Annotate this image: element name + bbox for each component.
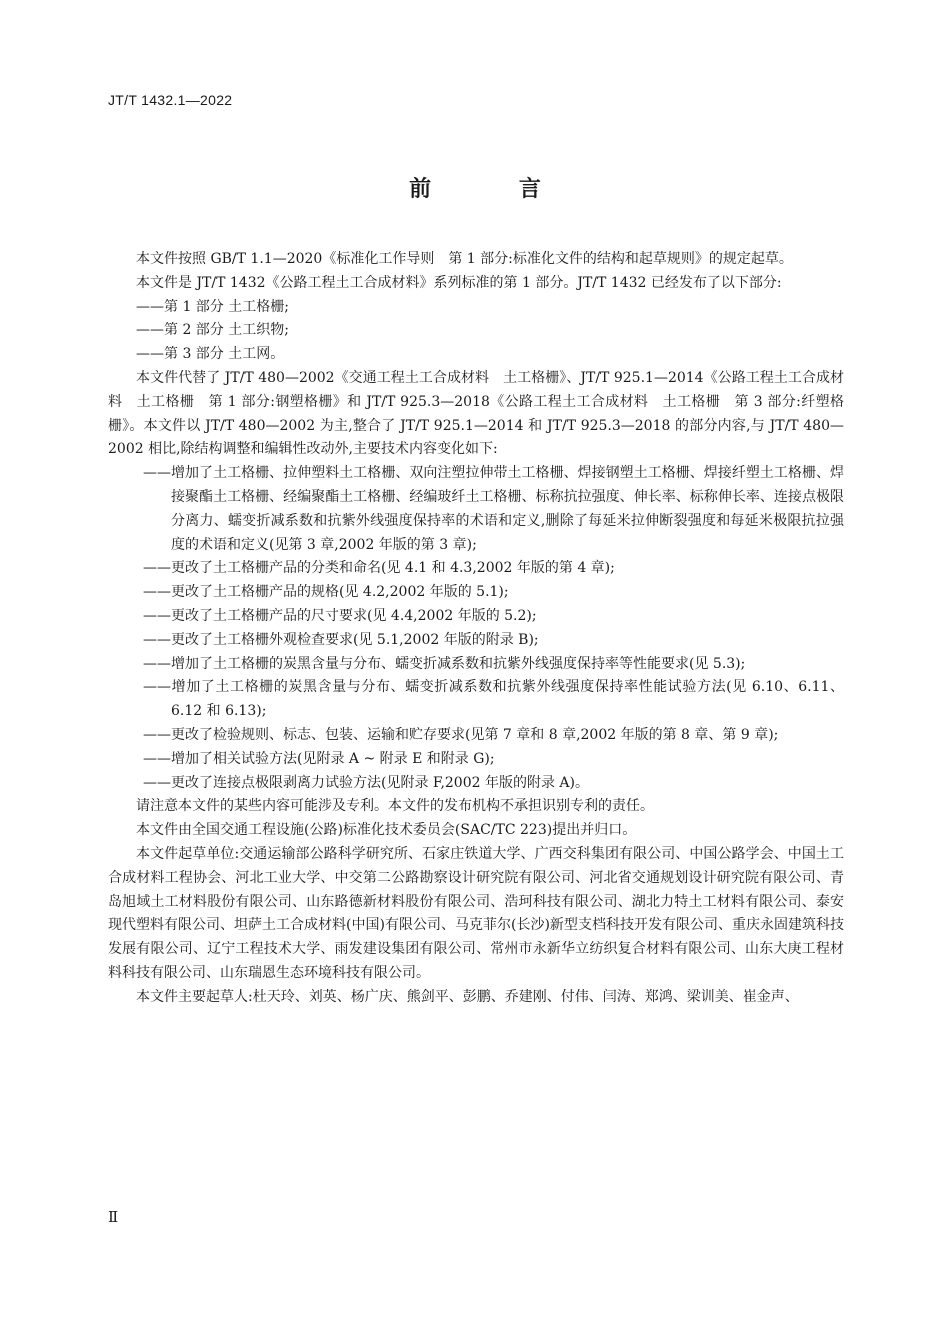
paragraph-replacement: 本文件代替了 JT/T 480—2002《交通工程土工合成材料 土工格栅》、JT/T 925.1—2014《公路工程土工合成材料 土工格栅 第 1 部分:钢塑格栅》和 JT/T 925.3—2018《公路工程土工合成材料 土工格栅 第 3 部分:纤塑格栅》。本文件以 JT/T 480—2002 为主,整合了 JT/T 925.1—2014 和 JT/T 925.3—2018 的部分内容,与 JT/T 480—2002 相比,除结构调整和编辑性改动外,主要技术内容变化如下: xyxy=(108,369,844,458)
list-item-change: ——更改了土工格栅产品的尺寸要求(见 4.4,2002 年版的 5.2); xyxy=(143,607,537,624)
list-item-change: ——增加了土工格栅的炭黑含量与分布、蠕变折减系数和抗紫外线强度保持率等性能要求(见 5.3); xyxy=(143,655,746,672)
list-item-change: ——增加了土工格栅的炭黑含量与分布、蠕变折减系数和抗紫外线强度保持率性能试验方法(见 6.10、6.11、6.12 和 6.13); xyxy=(143,679,844,720)
document-body xyxy=(108,248,844,1010)
page-number: Ⅱ xyxy=(108,1208,119,1226)
list-item-change: ——更改了土工格栅产品的规格(见 4.2,2002 年版的 5.1); xyxy=(143,584,509,601)
list-item-change: ——增加了相关试验方法(见附录 A ~ 附录 E 和附录 G); xyxy=(143,750,495,767)
paragraph-committee: 本文件由全国交通工程设施(公路)标准化技术委员会(SAC/TC 223)提出并归口。 xyxy=(136,822,637,839)
list-item-change: ——更改了连接点极限剥离力试验方法(见附录 F,2002 年版的附录 A)。 xyxy=(143,774,589,791)
list-item-change: ——更改了检验规则、标志、包装、运输和贮存要求(见第 7 章和 8 章,2002 年版的第 8 章、第 9 章); xyxy=(143,726,779,743)
paragraph-drafting-rules: 本文件按照 GB/T 1.1—2020《标准化工作导则 第 1 部分:标准化文件的结构和起草规则》的规定起草。 xyxy=(136,251,793,267)
list-item-change: ——更改了土工格栅外观检查要求(见 5.1,2002 年版的附录 B); xyxy=(143,631,539,648)
standard-code-header: JT/T 1432.1—2022 xyxy=(108,92,233,108)
paragraph-drafting-units: 本文件起草单位:交通运输部公路科学研究所、石家庄铁道大学、广西交科集团有限公司、中国公路学会、中国土工合成材料工程协会、河北工业大学、中交第二公路勘察设计研究院有限公司、河北省交通规划设计研究院有限公司、青岛旭域土工材料股份有限公司、山东路德新材料股份有限公司、浩珂科技有限公司、湖北力特土工材料有限公司、泰安现代塑料有限公司、坦萨土工合成材料(中国)有限公司、马克菲尔(长沙)新型支档科技开发有限公司、重庆永固建筑科技发展有限公司、辽宁工程技术大学、雨发建设集团有限公司、常州市永新华立纺织复合材料有限公司、山东大庚工程材料科技有限公司、山东瑞恩生态环境科技有限公司。 xyxy=(108,845,844,981)
list-item-change: ——增加了土工格栅、拉伸塑料土工格栅、双向注塑拉伸带土工格栅、焊接钢塑土工格栅、焊接纤塑土工格栅、焊接聚酯土工格栅、经编聚酯土工格栅、经编玻纤土工格栅、标称抗拉强度、伸长率、标称伸长率、连接点极限分离力、蠕变折减系数和抗紫外线强度保持率的术语和定义,删除了每延米拉伸断裂强度和每延米极限抗拉强度的术语和定义(见第 3 章,2002 年版的第 3 章); xyxy=(143,465,844,553)
list-item-change: ——更改了土工格栅产品的分类和命名(见 4.1 和 4.3,2002 年版的第 4 章); xyxy=(143,560,615,577)
page-title: 前 言 xyxy=(409,177,581,202)
paragraph-series-intro: 本文件是 JT/T 1432《公路工程土工合成材料》系列标准的第 1 部分。JT/T 1432 已经发布了以下部分: xyxy=(136,274,782,291)
list-item-part: ——第 1 部分 土工格栅; xyxy=(136,298,289,315)
list-item-part: ——第 3 部分 土工网。 xyxy=(136,346,285,363)
paragraph-patent-notice: 请注意本文件的某些内容可能涉及专利。本文件的发布机构不承担识别专利的责任。 xyxy=(136,798,654,815)
paragraph-drafters: 本文件主要起草人:杜天玲、刘英、杨广庆、熊剑平、彭鹏、乔建刚、付伟、闫涛、郑鸿、梁训美、崔金声、 xyxy=(136,988,799,1005)
list-item-part: ——第 2 部分 土工织物; xyxy=(136,322,289,339)
